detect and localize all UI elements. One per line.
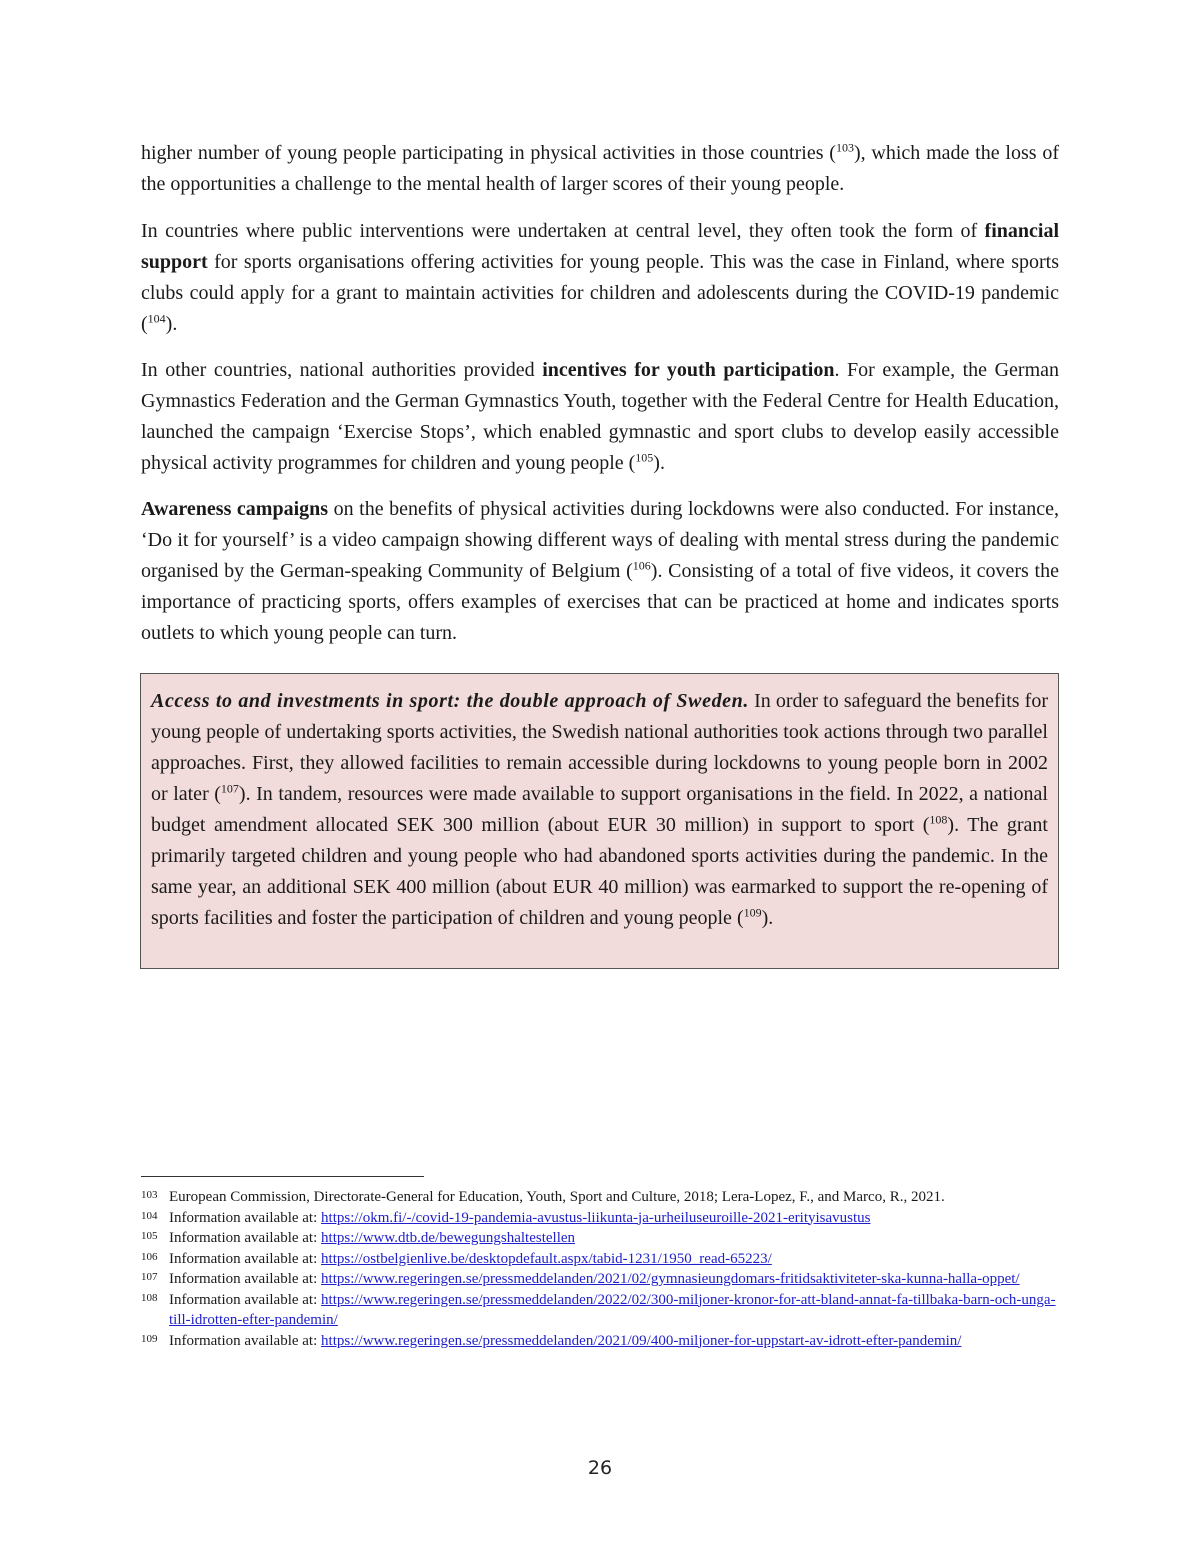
footnote-number: 107 [141, 1271, 158, 1283]
footnote-ref-108[interactable]: 108 [929, 812, 948, 827]
footnote-ref-104[interactable]: 104 [147, 311, 166, 326]
footnote-109 [141, 1331, 1059, 1352]
paragraph-financial-support [141, 216, 1059, 340]
paragraph-text: ), which made the loss of the opportunities a challenge to the mental health of larger scores of their young people. [141, 142, 1059, 195]
bold-term: Awareness campaigns [141, 498, 329, 520]
footnote-number: 104 [141, 1209, 158, 1222]
footnote-link[interactable]: https://okm.fi/-/covid-19-pandemia-avustus-liikunta-ja-urheiluseuroille-2021-erityisavustus [321, 1209, 871, 1226]
paragraph-text: on the benefits of physical activities during lockdowns were also conducted. For instance, ‘Do it for yourself’ is a video campaign showing different ways of dealing with mental stress during the pandemic organised by the German-speaking Community of Belgium ( [141, 498, 1060, 582]
case-study-text [151, 686, 1048, 934]
paragraph-text: In other countries, national authorities provided [141, 359, 543, 381]
footnote-number: 103 [141, 1189, 158, 1201]
footnote-103 [141, 1187, 1059, 1208]
footnote-link[interactable]: https://www.dtb.de/bewegungshaltestellen [321, 1230, 576, 1246]
footnote-106 [141, 1249, 1059, 1270]
footnote-link[interactable]: https://www.regeringen.se/pressmeddelanden/2021/02/gymnasieungdomars-fritidsaktiviteter-ska-kunna-halla-oppet/ [321, 1271, 1020, 1287]
footnote-text: Information available at: [169, 1230, 322, 1246]
paragraph-text: In order to safeguard the benefits for young people of undertaking sports activities, the Swedish national authorities took actions through two parallel approaches. First, they allowed facilities to remain accessible during lockdowns to young people born in 2002 or later ( [151, 690, 1048, 805]
footnote-text: European Commission, Directorate-General for Education, Youth, Sport and Culture, 2018; Lera-Lopez, F., and Marco, R., 2021. [169, 1189, 945, 1205]
case-study-title: Access to and investments in sport: the double approach of Sweden. [151, 690, 749, 712]
footnote-104 [141, 1208, 1059, 1229]
footnote-text: Information available at: [169, 1291, 322, 1308]
footnote-text: Information available at: [169, 1209, 322, 1226]
bold-term: incentives for youth participation [542, 359, 835, 381]
footnote-108 [141, 1290, 1059, 1331]
footnote-number: 109 [141, 1332, 158, 1345]
footnote-number: 108 [141, 1291, 158, 1304]
footnote-ref-105[interactable]: 105 [635, 450, 654, 465]
paragraph-text: ). In tandem, resources were made available to support organisations in the field. In 2022, a national budget amendment allocated SEK 300 million (about EUR 30 million) in support to sport ( [151, 783, 1048, 836]
footnote-link[interactable]: https://ostbelgienlive.be/desktopdefault.aspx/tabid-1231/1950_read-65223/ [321, 1250, 772, 1267]
paragraph-text: higher number of young people participating in physical activities in those countries ( [141, 142, 836, 164]
footnote-link[interactable]: https://www.regeringen.se/pressmeddelanden/2022/02/300-miljoner-kronor-for-att-bland-annat-fa-tillbaka-barn-och-unga-till-idrotten-efter-pandemin/ [169, 1291, 1056, 1328]
paragraph-awareness [141, 494, 1059, 649]
footnote-text: Information available at: [169, 1250, 322, 1267]
footnote-number: 106 [141, 1250, 158, 1263]
footnote-text: Information available at: [169, 1332, 322, 1349]
footnote-number: 105 [141, 1230, 158, 1242]
footnote-107 [141, 1269, 1059, 1290]
footnote-ref-107[interactable]: 107 [220, 781, 239, 796]
paragraph-text: ). [165, 313, 178, 335]
footnotes [141, 1187, 1059, 1351]
paragraph-text: In countries where public interventions were undertaken at central level, they often took the form of [141, 220, 985, 242]
paragraph-text: for sports organisations offering activities for young people. This was the case in Finland, where sports clubs could apply for a grant to maintain activities for children and adolescents during the COVID-19 pandemic ( [141, 251, 1059, 335]
paragraph-text: ). [653, 452, 665, 474]
paragraph-incentives [141, 355, 1059, 479]
paragraph-text: ). [761, 907, 774, 929]
case-study-box [140, 673, 1059, 969]
paragraph-text: ). The grant primarily targeted children and young people who had abandoned sports activities during the pandemic. In the same year, an additional SEK 400 million (about EUR 40 million) was earmarked to support the re-opening of sports facilities and foster the participation of children and young people ( [151, 814, 1048, 929]
footnote-ref-106[interactable]: 106 [632, 558, 651, 573]
paragraph-continuation [141, 138, 1059, 200]
footnote-link[interactable]: https://www.regeringen.se/pressmeddelanden/2021/09/400-miljoner-for-uppstart-av-idrott-efter-pandemin/ [321, 1332, 962, 1349]
footnote-separator [141, 1176, 424, 1177]
footnote-ref-103[interactable]: 103 [835, 140, 854, 155]
paragraph-text: ). Consisting of a total of five videos, it covers the importance of practicing sports, offers examples of exercises that can be practiced at home and indicates sports outlets to which young people can turn. [141, 560, 1059, 644]
paragraph-text: . For example, the German Gymnastics Federation and the German Gymnastics Youth, together with the Federal Centre for Health Education, launched the campaign ‘Exercise Stops’, which enabled gymnastic and sport clubs to develop easily accessible physical activity programmes for children and young people ( [141, 359, 1060, 474]
bold-term: financial support [141, 220, 1059, 273]
page-number: 26 [587, 1457, 613, 1479]
footnote-105 [141, 1228, 1059, 1249]
footnote-text: Information available at: [169, 1271, 322, 1287]
footnote-ref-109[interactable]: 109 [743, 905, 762, 920]
